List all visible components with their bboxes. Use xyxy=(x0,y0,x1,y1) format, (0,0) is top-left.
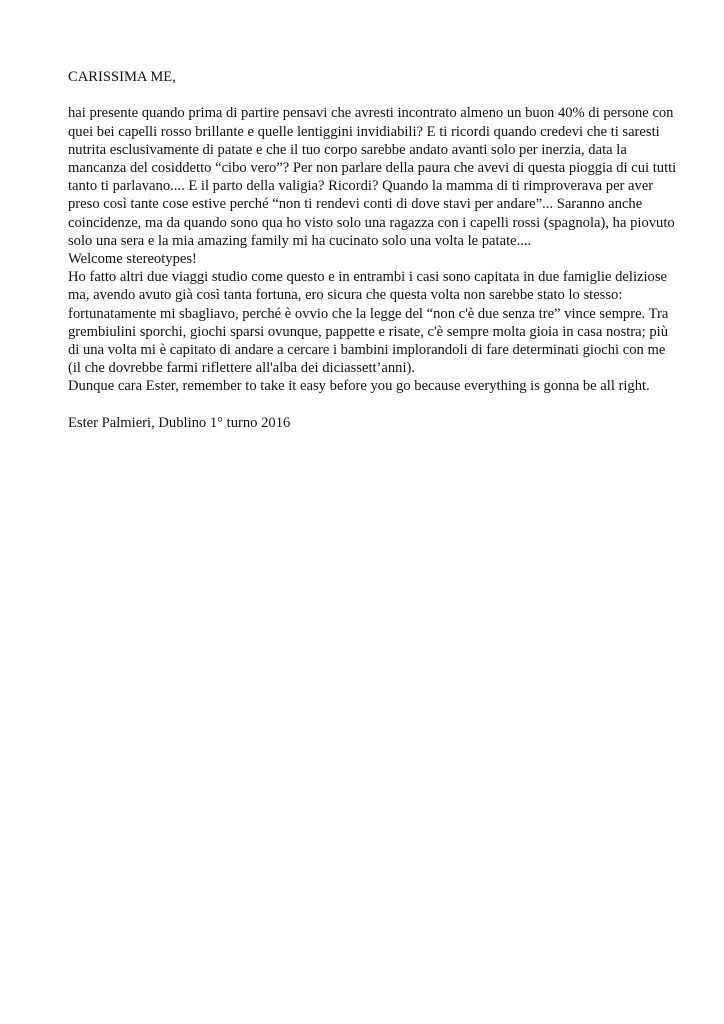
letter-paragraph: Welcome stereotypes! xyxy=(68,251,197,268)
letter-page xyxy=(68,68,680,447)
letter-signature: Ester Palmieri, Dublino 1° turno 2016 xyxy=(68,414,291,431)
letter-greeting: CARISSIMA ME, xyxy=(68,69,176,85)
letter-body xyxy=(68,104,680,395)
letter-paragraph: Dunque cara Ester, remember to take it easy before you go because everything is gonna be all right. xyxy=(68,378,650,395)
letter-paragraph: hai presente quando prima di partire pensavi che avresti incontrato almeno un buon 40% di persone con quei bei capelli rosso brillante e quelle lentiggini invidiabili? E ti ricordi quando credevi che ti saresti nutrita esclusivamente di patate e che il tuo corpo sarebbe andato avanti solo per inerzia, data la mancanza del cosiddetto “cibo vero”? Per non parlare della paura che avevi di questa pioggia di cui tutti tanto ti parlavano.... E il parto della valigia? Ricordi? Quando la mamma di ti rimproverava per aver preso così tante cose estive perché “non ti rendevi conti di dove stavi per andare”... Saranno anche coincidenze, ma da quando sono qua ho visto solo una ragazza con i capelli rossi (spagnola), ha piovuto solo una sera e la mia amazing family mi ha cucinato solo una volta le patate.... xyxy=(68,105,677,249)
letter-paragraph: Ho fatto altri due viaggi studio come questo e in entrambi i casi sono capitata in due famiglie deliziose ma, avendo avuto già così tanta fortuna, ero sicura che questa volta non sarebbe stato lo stesso: fortunatamente mi sbagliavo, perché è ovvio che la legge del “non c'è due senza tre” vince sempre. Tra grembiulini sporchi, giochi sparsi ovunque, pappette e risate, c'è sempre molta gioia in casa nostra; più di una volta mi è capitato di andare a cercare i bambini implorandoli di fare determinati giochi con me (il che dovrebbe farmi riflettere all'alba dei diciassett’anni). xyxy=(68,269,669,377)
